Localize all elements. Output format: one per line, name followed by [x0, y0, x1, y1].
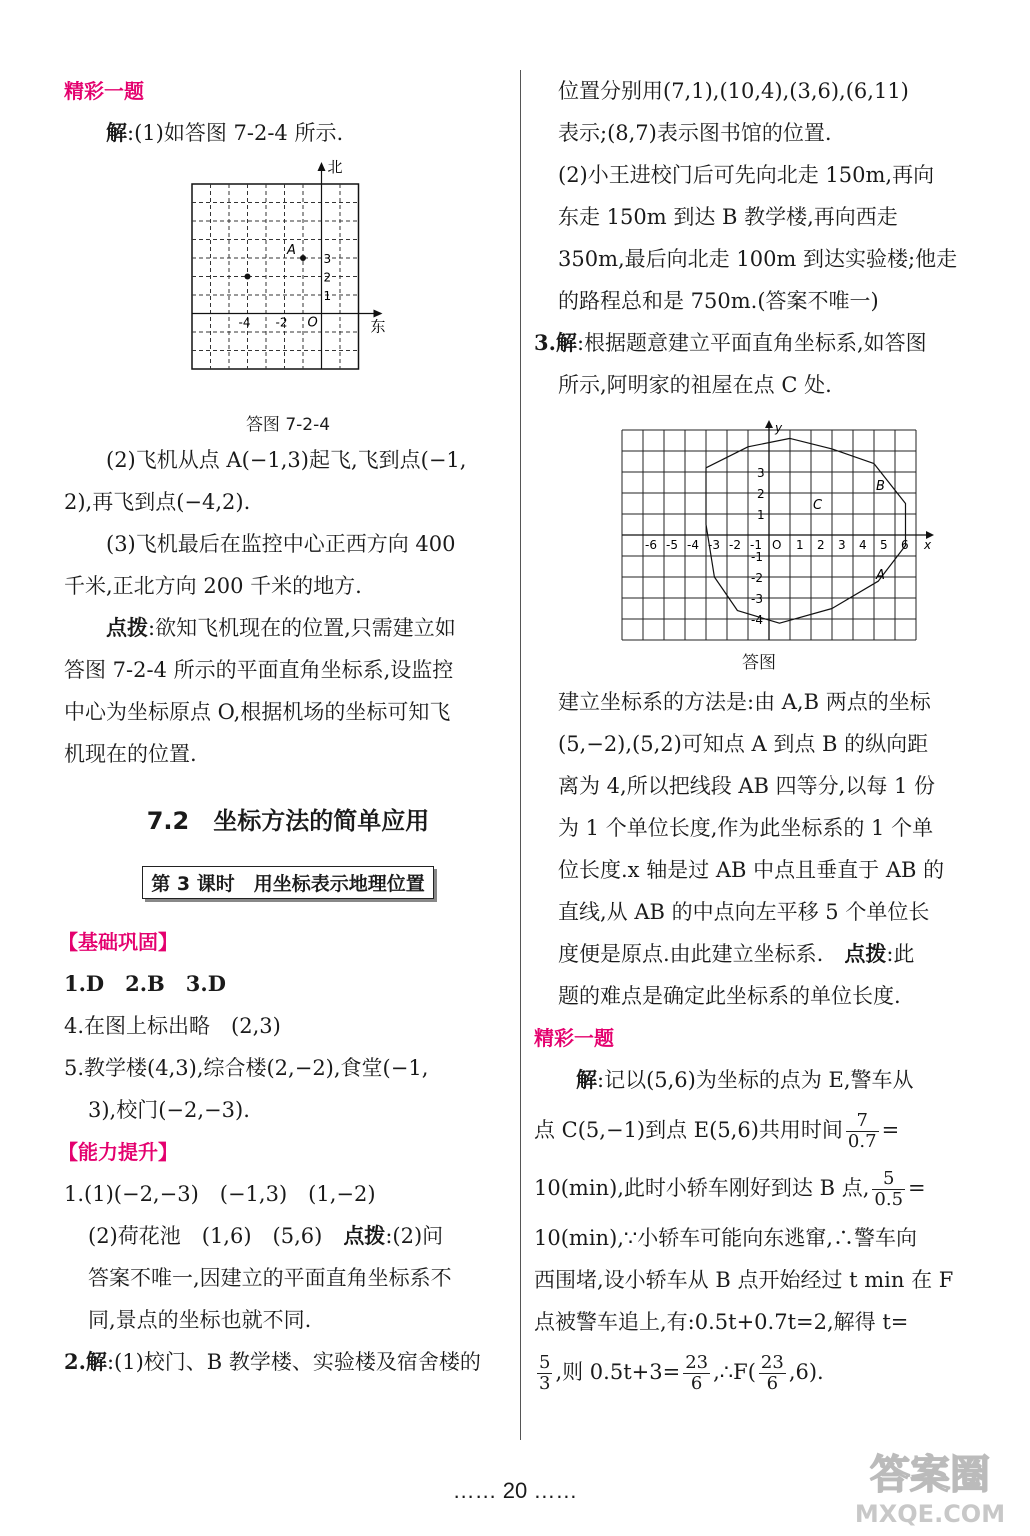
grid-figure-7-2-4: [64, 154, 512, 404]
north-label: 北: [327, 158, 343, 176]
x-tick-label: -4: [238, 315, 251, 330]
right-line-8: 所示,阿明家的祖屋在点 C 处.: [558, 373, 832, 397]
y-axis-label: y: [775, 421, 783, 435]
hint-3: 中心为坐标原点 O,根据机场的坐标可知飞: [64, 700, 451, 724]
y-tick-label: -3: [751, 592, 763, 606]
solution-line-3: 10(min),此时小轿车刚好到达 B 点, $\frac{5}{0.5}$ =: [534, 1168, 926, 1210]
para-2a: (2)飞机从点 A(−1,3)起飞,飞到点(−1,: [106, 448, 467, 472]
right-line-10: (5,−2),(5,2)可知点 A 到点 B 的纵向距: [558, 732, 929, 756]
x-tick-label: -6: [645, 538, 657, 552]
east-label: 东: [370, 317, 386, 336]
hint-4: 机现在的位置.: [64, 742, 197, 766]
left-column: [58, 70, 512, 1383]
x-tick-label: -1: [750, 538, 762, 552]
solution-line-1: 解:记以(5,6)为坐标的点为 E,警车从: [576, 1067, 914, 1092]
y-axis-arrow: [318, 162, 326, 171]
heading-jingcai-2: 精彩一题: [534, 1026, 614, 1050]
figure-caption-2: 答图: [742, 653, 776, 673]
ability-1d: 同,景点的坐标也就不同.: [88, 1308, 312, 1332]
fraction: $\frac{5}{0.5}$: [874, 1168, 904, 1210]
para-3b: 千米,正北方向 200 千米的地方.: [64, 574, 362, 598]
right-line-4: 东走 150m 到达 B 教学楼,再向西走: [558, 205, 898, 229]
basic-1: 1.D 2.B 3.D: [64, 971, 226, 996]
right-line-16: 题的难点是确定此坐标系的单位长度.: [558, 984, 901, 1008]
heading-jingcai: 精彩一题: [64, 79, 144, 103]
right-line-12: 为 1 个单位长度,作为此坐标系的 1 个单: [558, 816, 934, 840]
coordinate-figure: [534, 420, 984, 644]
y-tick-label: -2: [751, 571, 763, 585]
origin-label: O: [307, 315, 318, 331]
solution-line-7: $\frac{5}{3}$ ,则 0.5t+3= $\frac{23}{6}$ ,∴F( $\frac{23}{6}$ ,6).: [539, 1352, 824, 1394]
hint-2: 答图 7-2-4 所示的平面直角坐标系,设监控: [64, 658, 454, 682]
ability-1a: 1.(1)(−2,−3) (−1,3) (1,−2): [64, 1182, 376, 1206]
figure-7-2-4: [64, 154, 512, 404]
section-title: 7.2 坐标方法的简单应用: [146, 807, 430, 835]
fraction: $\frac{7}{0.7}$: [847, 1110, 877, 1152]
svg-text:答案圈: 答案圈: [870, 1452, 990, 1498]
ability-1b: (2)荷花池 (1,6) (5,6) 点拨:(2)问: [88, 1223, 444, 1248]
x-tick-label: 1: [796, 538, 804, 552]
hint-1: 点拨:欲知飞机现在的位置,只需建立如: [106, 615, 456, 640]
point-a-label: A: [287, 243, 296, 258]
right-line-2: 表示;(8,7)表示图书馆的位置.: [558, 121, 832, 145]
y-tick-label: 2: [757, 487, 765, 501]
right-line-3: (2)小王进校门后可先向北走 150m,再向: [558, 163, 935, 187]
solution-line-2: 点 C(5,−1)到点 E(5,6)共用时间 $\frac{7}{0.7}$ =: [534, 1110, 900, 1152]
ability-2: 2.解:(1)校门、B 教学楼、实验楼及宿舍楼的: [64, 1349, 481, 1374]
y-tick-label: 1: [323, 289, 332, 303]
point-b-label: B: [876, 479, 885, 494]
y-tick-label: -1: [751, 550, 763, 564]
right-line-9: 建立坐标系的方法是:由 A,B 两点的坐标: [558, 690, 931, 714]
answer-1: 解:(1)如答图 7-2-4 所示.: [106, 120, 344, 145]
x-tick-label: O: [772, 538, 782, 552]
right-line-11: 离为 4,所以把线段 AB 四等分,以每 1 份: [558, 774, 936, 798]
x-tick-label: -2: [729, 538, 741, 552]
right-line-1: 位置分别用(7,1),(10,4),(3,6),(6,11): [558, 79, 909, 103]
x-tick-label: 6: [901, 538, 909, 552]
point-a-label: A: [876, 568, 885, 583]
y-tick-label: 3: [757, 466, 765, 480]
point-c-label: C: [813, 498, 823, 513]
x-tick-label: -4: [687, 538, 699, 552]
page-number: …… 20 ……: [452, 1478, 578, 1503]
figure-answer: [534, 420, 984, 644]
x-tick-label: -2: [275, 315, 288, 330]
point-dest: [245, 274, 251, 280]
right-column: [534, 70, 984, 1401]
x-tick-label: 3: [838, 538, 846, 552]
figure-caption: 答图 7-2-4: [245, 415, 331, 435]
right-line-5: 350m,最后向北走 100m 到达实验楼;他走: [558, 247, 958, 271]
right-line-7: 3.解:根据题意建立平面直角坐标系,如答图: [534, 330, 927, 355]
x-tick-label: -5: [666, 538, 678, 552]
x-axis-label: x: [924, 538, 932, 552]
basic-5a: 5.教学楼(4,3),综合楼(2,−2),食堂(−1,: [64, 1056, 429, 1080]
ability-1c: 答案不唯一,因建立的平面直角坐标系不: [88, 1266, 452, 1290]
right-line-15: 度便是原点.由此建立坐标系. 点拨:此: [558, 941, 915, 966]
heading-jichu: 【基础巩固】: [58, 930, 178, 954]
basic-5b: 3),校门(−2,−3).: [88, 1098, 250, 1122]
svg-text:MXQE.COM: MXQE.COM: [854, 1500, 1006, 1528]
para-3a: (3)飞机最后在监控中心正西方向 400: [106, 532, 456, 556]
fraction: $\frac{23}{6}$: [685, 1352, 709, 1394]
y-tick-label: 2: [323, 270, 332, 285]
right-line-6: 的路程总和是 750m.(答案不唯一): [558, 289, 879, 313]
fraction: $\frac{23}{6}$: [760, 1352, 784, 1394]
x-tick-label: 5: [880, 538, 888, 552]
x-tick-label: 4: [859, 538, 867, 552]
lesson-title-wrap: [64, 866, 512, 899]
y-tick-label: 1: [757, 508, 765, 522]
heading-nengli: 【能力提升】: [58, 1140, 178, 1164]
basic-4: 4.在图上标出略 (2,3): [64, 1014, 281, 1038]
watermark-logo: [840, 1440, 1020, 1530]
fraction: $\frac{5}{3}$: [539, 1352, 551, 1394]
solution-line-6: 点被警车追上,有:0.5t+0.7t=2,解得 t=: [534, 1310, 909, 1334]
y-tick-label: -4: [751, 613, 763, 627]
right-line-14: 直线,从 AB 的中点向左平移 5 个单位长: [558, 900, 930, 924]
y-axis-arrow: [765, 420, 773, 428]
boundary-curve: [706, 438, 906, 623]
right-line-13: 位长度.x 轴是过 AB 中点且垂直于 AB 的: [558, 858, 945, 882]
lesson-title: 第 3 课时 用坐标表示地理位置: [142, 866, 433, 899]
x-tick-label: 2: [817, 538, 825, 552]
x-tick-label: -3: [708, 538, 720, 552]
x-axis-arrow: [374, 310, 383, 318]
solution-line-5: 西围堵,设小轿车从 B 点开始经过 t min 在 F: [534, 1268, 954, 1292]
column-divider: [520, 70, 521, 1440]
point-a: [300, 255, 306, 261]
para-2b: 2),再飞到点(−4,2).: [64, 490, 251, 514]
solution-line-4: 10(min),∵小轿车可能向东逃窜,∴警车向: [534, 1226, 917, 1250]
y-tick-label: 3: [323, 252, 332, 266]
